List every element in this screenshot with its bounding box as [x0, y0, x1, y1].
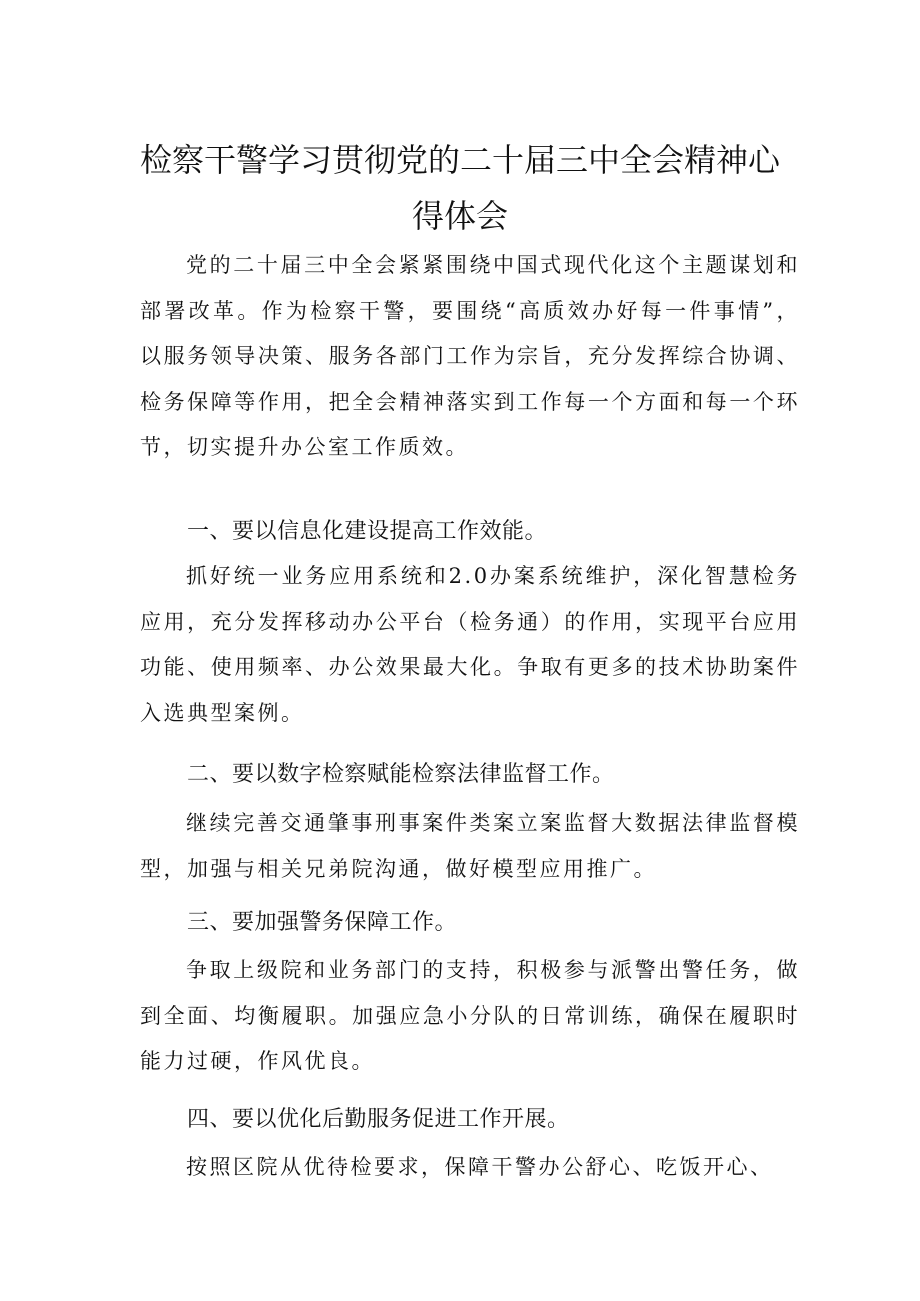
section-4-heading: 四、要以优化后勤服务促进工作开展。 [187, 1107, 570, 1132]
section-2-heading: 二、要以数字检察赋能检察法律监督工作。 [187, 762, 615, 787]
section-3-heading: 三、要加强警务保障工作。 [187, 910, 458, 935]
section-1-text: 抓好统一业务应用系统和2.0办案系统维护，深化智慧检务应用，充分发挥移动办公平台（检务通）的作用，实现平台应用功能、使用频率、办公效果最大化。争取有更多的技术协助案件入选典型案例。 [140, 564, 800, 725]
section-2-text: 继续完善交通肇事刑事案件类案立案监督大数据法律监督模型，加强与相关兄弟院沟通，做好模型应用推广。 [140, 811, 800, 881]
section-4-text: 按照区院从优待检要求，保障干警办公舒心、吃饭开心、 [186, 1155, 774, 1179]
title-line-2: 得体会 [411, 197, 508, 235]
intro-paragraph: 党的二十届三中全会紧紧围绕中国式现代化这个主题谋划和部署改革。作为检察干警，要围绕“高质效办好每一件事情”，以服务领导决策、服务各部门工作为宗旨，充分发挥综合协调、检务保障等作用，把全会精神落实到工作每一个方面和每一个环节，切实提升办公室工作质效。 [140, 253, 800, 459]
document-title [140, 132, 780, 244]
section-1-heading: 一、要以信息化建设提高工作效能。 [187, 519, 548, 544]
section-3-text: 争取上级院和业务部门的支持，积极参与派警出警任务，做到全面、均衡履职。加强应急小分队的日常训练，确保在履职时能力过硬，作风优良。 [140, 958, 800, 1073]
title-line-1: 检察干警学习贯彻党的二十届三中全会精神心 [140, 141, 781, 179]
